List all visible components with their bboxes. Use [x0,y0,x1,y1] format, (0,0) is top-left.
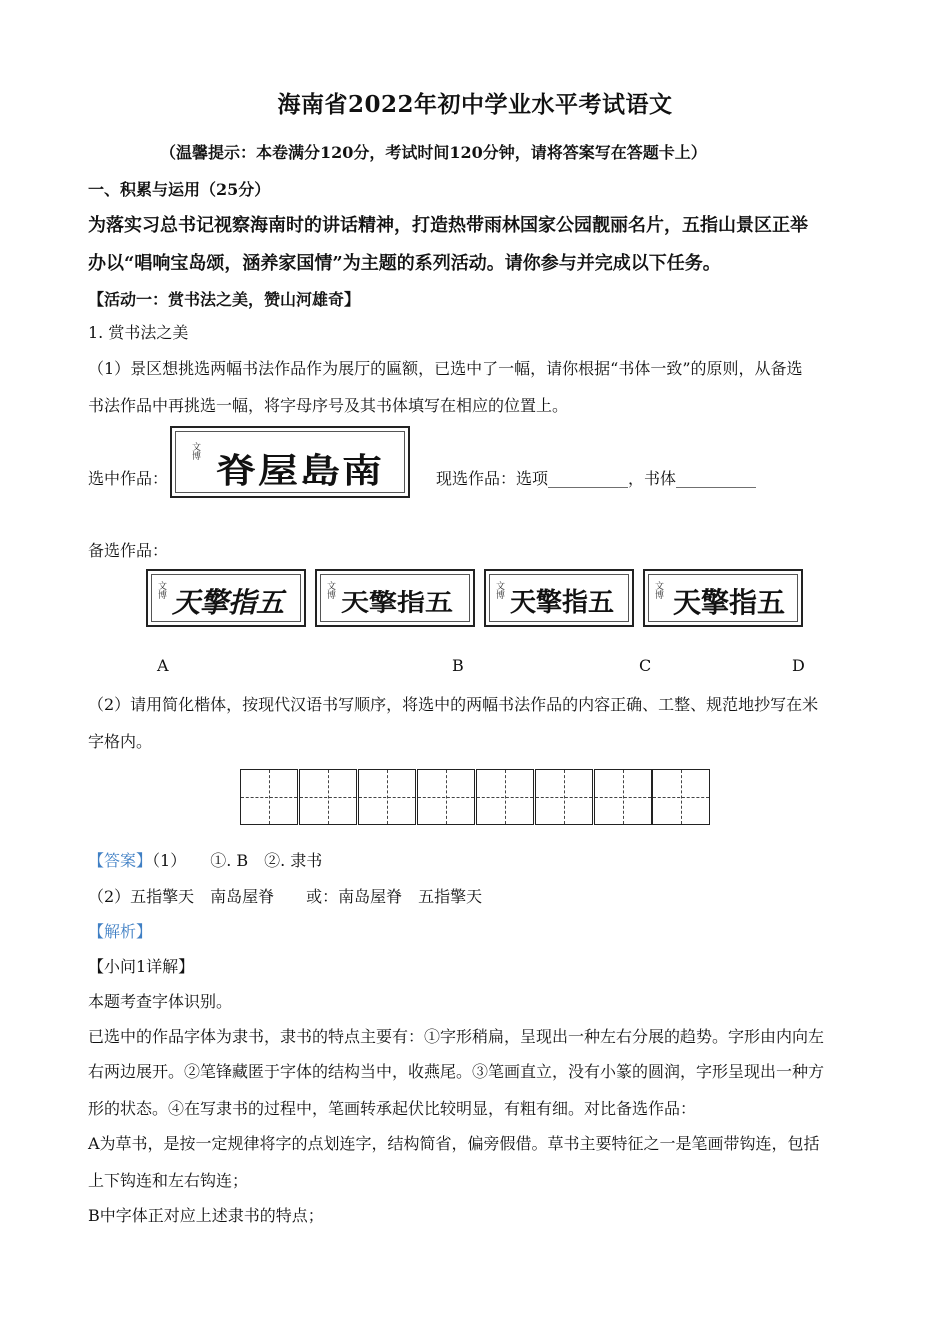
candidate-work-a [146,569,306,627]
selected-calligraphy-work [170,426,410,498]
candidate-work-c [484,569,634,627]
analysis-tag: 【解析】 [88,922,153,941]
question-1-heading: 1. 赏书法之美 [88,323,189,342]
option-letter-b: B [452,656,464,675]
option-letter-d: D [792,656,805,675]
explanation-line-2: 已选中的作品字体为隶书，隶书的特点主要有：①字形稍扁，呈现出一种左右分展的趋势。字形由内向左 [88,1027,825,1046]
explanation-line-3: 右两边展开。②笔锋藏匿于字体的结构当中，收燕尾。③笔画直立，没有小篆的圆润，字形呈现出一种方 [88,1062,825,1081]
explanation-line-4: 形的状态。④在写隶书的过程中，笔画转承起伏比较明显，有粗有细。对比备选作品： [88,1099,697,1118]
answer-tag: 【答案】 [88,851,153,870]
selected-work-label: 选中作品： [88,469,169,488]
candidate-a-text: 天擎指五 [172,586,285,619]
candidate-d-text: 天擎指五 [673,586,786,619]
question-1-2-line-2: 字格内。 [88,732,153,751]
current-selection-prompt: 现选作品：选项__________，书体__________ [436,469,757,488]
option-letter-c: C [639,656,652,675]
exam-notice: （温馨提示：本卷满分120分，考试时间120分钟，请将答案写在答题卡上） [160,143,707,162]
candidates-label: 备选作品： [88,541,169,560]
answer-line-1 [88,848,322,871]
intro-line-1: 为落实习总书记视察海南时的讲话精神，打造热带雨林国家公园靓丽名片，五指山景区正举 [88,215,808,236]
seal-stamp: 文博 [190,442,200,460]
option-letter-a: A [157,656,169,675]
question-1-1-line-1: （1）景区想挑选两幅书法作品作为展厅的匾额，已选中了一幅，请你根据“书体一致”的原则，从备选 [88,359,803,378]
selected-calligraphy-text: 脊屋島南 [216,451,384,492]
explanation-line-5: A为草书，是按一定规律将字的点划连字，结构简省，偏旁假借。草书主要特征之一是笔画带钩连，包括 [88,1134,820,1153]
grid-cell[interactable] [652,769,710,825]
explanation-line-6: 上下钩连和左右钩连； [88,1171,249,1190]
section-heading: 一、积累与运用（25分） [88,180,271,199]
grid-cell[interactable] [535,769,593,825]
seal-stamp: 文博 [156,581,166,599]
question-1-2-line-1: （2）请用简化楷体，按现代汉语书写顺序，将选中的两幅书法作品的内容正确、工整、规范地抄写在米 [88,695,819,714]
grid-cell[interactable] [299,769,357,825]
seal-stamp: 文博 [494,581,504,599]
grid-cell[interactable] [240,769,298,825]
explanation-line-1: 本题考查字体识别。 [88,992,233,1011]
page-title: 海南省2022年初中学业水平考试语文 [277,91,673,118]
grid-cell[interactable] [594,769,652,825]
sub-question-tag: 【小问1详解】 [88,957,195,976]
grid-cell[interactable] [358,769,416,825]
grid-cell[interactable] [417,769,475,825]
candidate-work-d [643,569,803,627]
seal-stamp: 文博 [325,581,335,599]
candidate-work-b [315,569,475,627]
answer-part-1: （1） ①. B ②. 隶书 [152,851,323,870]
activity-heading: 【活动一：赏书法之美，赞山河雄奇】 [88,290,361,309]
explanation-line-7: B中字体正对应上述隶书的特点； [88,1206,324,1225]
writing-grid[interactable] [240,769,710,825]
question-1-1-line-2: 书法作品中再挑选一幅，将字母序号及其书体填写在相应的位置上。 [88,396,569,415]
intro-line-2: 办以“唱响宝岛颂，涵养家国情”为主题的系列活动。请你参与并完成以下任务。 [88,253,721,274]
seal-stamp: 文博 [653,581,663,599]
grid-cell[interactable] [476,769,534,825]
candidate-c-text: 天擎指五 [510,588,615,618]
candidate-b-text: 天擎指五 [341,588,454,617]
answer-line-2: （2）五指擎天 南岛屋脊 或：南岛屋脊 五指擎天 [88,887,483,906]
